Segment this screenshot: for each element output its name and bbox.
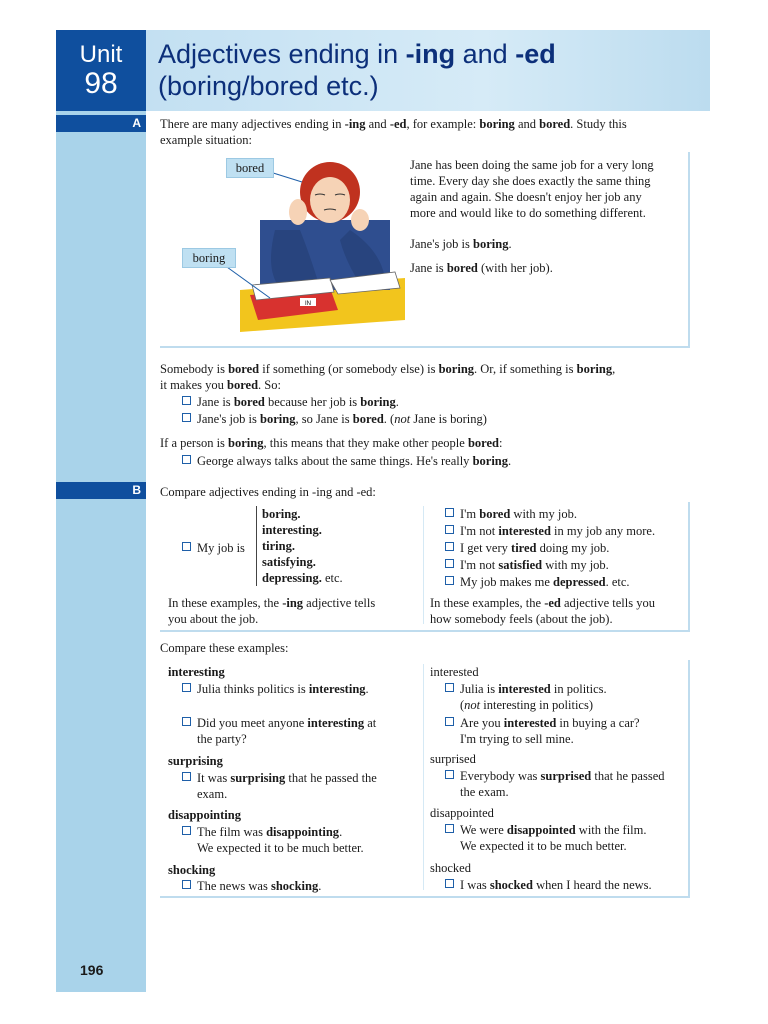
jane-hand	[289, 199, 307, 225]
text: how somebody feels (about the job).	[430, 612, 613, 626]
text: -ed	[389, 117, 407, 131]
text: with my job.	[510, 507, 577, 521]
unit-label: Unit	[79, 41, 123, 68]
text: the exam.	[460, 785, 509, 799]
checkbox-icon	[445, 542, 454, 551]
text: boring	[360, 395, 396, 409]
ing-note	[168, 595, 375, 627]
checkbox-icon	[445, 559, 454, 568]
unit-badge	[56, 30, 146, 111]
text: with the film.	[575, 823, 647, 837]
text: that he passed the	[285, 771, 377, 785]
text: surprised	[430, 752, 476, 766]
text: .	[508, 454, 512, 468]
text: time. Every day she does exactly the same thing	[410, 174, 651, 188]
text: My job is	[197, 541, 245, 555]
checkbox-icon	[182, 455, 191, 464]
checkbox-icon	[182, 683, 191, 692]
text: and	[365, 117, 390, 131]
word-heading	[168, 862, 215, 878]
text: -ing	[282, 596, 304, 610]
text: tiring.	[262, 539, 295, 553]
text	[445, 698, 593, 712]
title-ing: -ing	[405, 39, 456, 69]
text: We expected it to be much better.	[460, 839, 627, 853]
text: bored	[228, 362, 260, 376]
text: again and again. She doesn't enjoy her job any	[410, 190, 642, 204]
tray-label-text: IN	[305, 301, 311, 307]
text: satisfied	[498, 558, 543, 572]
text: boring	[228, 436, 264, 450]
text: boring	[576, 362, 613, 376]
text: because her job is	[264, 395, 361, 409]
text: I'm not	[460, 558, 499, 572]
text: I'm not	[460, 524, 499, 538]
text: etc.	[321, 571, 343, 585]
text: There are many adjectives ending in	[160, 117, 345, 131]
text: if something (or somebody else) is	[259, 362, 439, 376]
text: example situation:	[160, 133, 252, 147]
text: when I heard the news.	[532, 878, 652, 892]
checkbox-icon	[182, 880, 191, 889]
example-item	[182, 824, 364, 856]
text: interested	[498, 524, 551, 538]
ed-example	[445, 574, 630, 590]
bored-pointer	[270, 172, 302, 182]
text: Somebody is	[160, 362, 229, 376]
text: interesting	[308, 682, 366, 696]
text: more and would like to do something different.	[410, 206, 646, 220]
section-a-marker	[56, 115, 146, 132]
ed-example	[445, 540, 609, 556]
text: In these examples, the	[168, 596, 283, 610]
job-is-boring: Jane's job is boring.	[410, 237, 512, 251]
text: Jane's job is	[197, 412, 261, 426]
ed-example	[445, 557, 609, 573]
text: Jane's job is	[410, 237, 474, 251]
text: .	[395, 395, 399, 409]
example-item	[182, 878, 321, 894]
text: satisfying.	[262, 555, 316, 569]
text: . Or, if something is	[474, 362, 577, 376]
example-item	[445, 877, 652, 893]
text: depressing.	[262, 571, 322, 585]
text: bored	[479, 507, 511, 521]
title-and: and	[455, 39, 516, 69]
checkbox-icon	[445, 683, 454, 692]
example-item	[182, 394, 399, 410]
unit-number: 98	[84, 67, 118, 100]
text: , so Jane is	[295, 412, 353, 426]
text: boring.	[262, 507, 301, 521]
checkbox-icon	[182, 826, 191, 835]
checkbox-icon	[445, 525, 454, 534]
text: I was	[460, 878, 490, 892]
sidebar	[56, 30, 146, 992]
example-item	[182, 770, 377, 802]
section-b-intro: Compare adjectives ending in -ing and -ed:	[160, 485, 376, 499]
text: interesting in politics)	[480, 698, 593, 712]
section-b-letter: B	[132, 483, 141, 497]
text: surprising	[168, 754, 223, 768]
checkbox-icon	[182, 542, 191, 551]
text: George always talks about the same things. He's really	[197, 454, 473, 468]
text: Jane is boring)	[410, 412, 487, 426]
example-item	[445, 822, 647, 854]
text: interesting	[307, 716, 365, 730]
text: , this means that they make other people	[263, 436, 468, 450]
checkbox-icon	[445, 717, 454, 726]
text: In these examples, the	[430, 596, 545, 610]
text: disappointed	[430, 806, 494, 820]
jane-is-bored	[410, 260, 553, 276]
checkbox-icon	[445, 879, 454, 888]
callout-boring: boring	[182, 248, 236, 268]
text: shocked	[489, 878, 533, 892]
column-divider	[423, 506, 424, 624]
page-number: 196	[80, 962, 104, 978]
ed-note	[430, 595, 655, 627]
text: Are you	[460, 716, 504, 730]
text: ,	[612, 362, 616, 376]
text: disappointed	[506, 823, 576, 837]
text: in my job any more.	[550, 524, 656, 538]
text: bored	[352, 412, 384, 426]
text: bored	[467, 436, 499, 450]
text: shocking	[270, 879, 319, 893]
ed-example	[445, 523, 655, 539]
compare-intro: Compare these examples:	[160, 641, 289, 655]
text: shocked	[430, 861, 471, 875]
text: shocking	[168, 863, 216, 877]
text: interested	[503, 716, 557, 730]
checkbox-icon	[182, 717, 191, 726]
ing-word-list	[262, 506, 343, 586]
text: .	[365, 682, 369, 696]
text: -ed	[544, 596, 561, 610]
text: We expected it to be much better.	[197, 841, 364, 855]
person-rule	[160, 435, 502, 451]
checkbox-icon	[445, 576, 454, 585]
text: bored	[227, 378, 259, 392]
text: surprising	[230, 771, 286, 785]
text: . So:	[258, 378, 281, 392]
text: Everybody was	[460, 769, 541, 783]
text: Julia thinks politics is	[197, 682, 309, 696]
text: . Study this	[570, 117, 627, 131]
text: .	[318, 879, 322, 893]
text: boring	[479, 117, 515, 131]
section-a-intro	[160, 116, 627, 148]
text: We were	[460, 823, 507, 837]
word-heading	[430, 751, 476, 767]
checkbox-icon	[445, 824, 454, 833]
text: bored	[446, 261, 478, 275]
text: boring	[473, 237, 509, 251]
word-heading	[430, 860, 471, 876]
text: bored	[539, 117, 571, 131]
text: boring	[472, 454, 508, 468]
checkbox-icon	[182, 396, 191, 405]
text: My job makes me	[460, 575, 554, 589]
text: disappointing	[168, 808, 241, 822]
text: interesting	[168, 665, 225, 679]
text: in buying a car?	[556, 716, 640, 730]
text: I'm	[460, 507, 480, 521]
text: in politics.	[550, 682, 607, 696]
callout-bored: bored	[226, 158, 274, 178]
jane-face	[310, 177, 350, 223]
text: and	[514, 117, 540, 131]
text: adjective tells you	[560, 596, 655, 610]
text: If a person is	[160, 436, 229, 450]
text: interesting.	[262, 523, 322, 537]
text: Jane is	[410, 261, 447, 275]
section-a-letter: A	[132, 116, 141, 130]
text: I get very	[460, 541, 512, 555]
text: interested	[430, 665, 479, 679]
text: at	[364, 716, 377, 730]
text: Jane is	[197, 395, 234, 409]
text: you about the job.	[168, 612, 259, 626]
text: not	[464, 698, 481, 712]
example-item	[182, 715, 376, 747]
text: boring	[260, 412, 296, 426]
text: (	[460, 698, 465, 712]
page-title	[158, 38, 556, 102]
example-item	[182, 453, 511, 469]
rule-text	[160, 361, 615, 393]
checkbox-icon	[445, 508, 454, 517]
text: (with her job).	[477, 261, 553, 275]
text: tired	[511, 541, 537, 555]
word-heading	[430, 805, 494, 821]
text: , for example:	[406, 117, 480, 131]
text: adjective tells	[303, 596, 376, 610]
word-heading	[430, 664, 479, 680]
example-item	[182, 411, 487, 427]
text: that he passed	[591, 769, 665, 783]
example-item	[182, 681, 369, 697]
text: It was	[197, 771, 231, 785]
text: surprised	[540, 769, 592, 783]
text: interested	[498, 682, 551, 696]
title-ed: -ed	[515, 39, 556, 69]
column-divider	[423, 664, 424, 890]
example-item	[445, 768, 665, 800]
jane-hand-right	[351, 209, 369, 231]
text: not	[394, 412, 411, 426]
text: exam.	[197, 787, 228, 801]
bracket	[256, 506, 257, 586]
text: with my job.	[542, 558, 609, 572]
checkbox-icon	[182, 772, 191, 781]
my-job-is	[182, 540, 245, 556]
text: :	[498, 436, 503, 450]
text: boring	[438, 362, 475, 376]
text: -ing	[344, 117, 366, 131]
text: .	[339, 825, 343, 839]
text: The news was	[197, 879, 271, 893]
title-text: Adjectives ending in	[158, 39, 406, 69]
checkbox-icon	[445, 770, 454, 779]
text: bored	[233, 395, 265, 409]
word-heading	[168, 664, 225, 680]
text: . etc.	[605, 575, 630, 589]
ed-example	[445, 506, 577, 522]
example-item	[445, 715, 640, 747]
section-b-marker	[56, 482, 146, 499]
text: the party?	[197, 732, 247, 746]
checkbox-icon	[182, 413, 191, 422]
text: The film was	[197, 825, 267, 839]
word-heading	[168, 807, 241, 823]
title-subtitle: (boring/bored etc.)	[158, 71, 379, 101]
story-text	[410, 157, 690, 221]
text: Julia is	[460, 682, 499, 696]
text: Jane has been doing the same job for a very long	[410, 158, 654, 172]
example-item	[445, 681, 607, 713]
text: disappointing	[266, 825, 340, 839]
text: I'm trying to sell mine.	[460, 732, 574, 746]
word-heading	[168, 753, 223, 769]
text: depressed	[553, 575, 606, 589]
text: it makes you	[160, 378, 228, 392]
text: . (	[383, 412, 395, 426]
text: doing my job.	[536, 541, 610, 555]
text: Did you meet anyone	[197, 716, 308, 730]
